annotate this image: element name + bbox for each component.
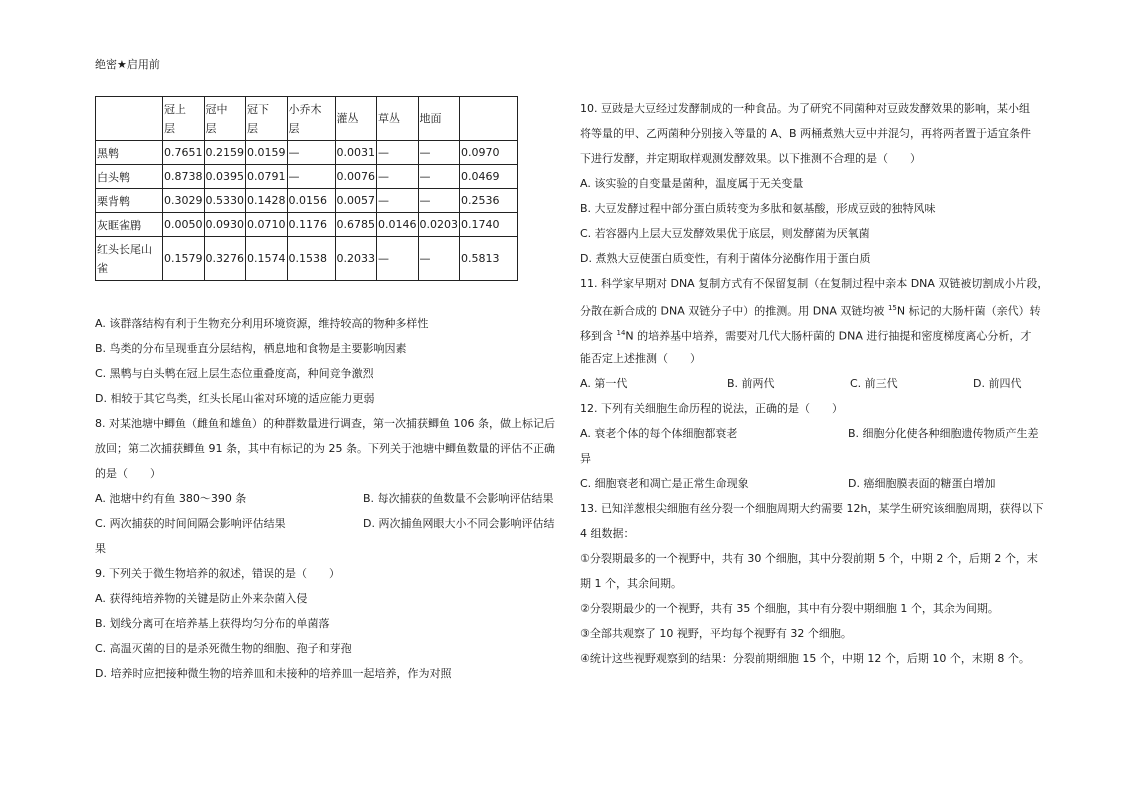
table-header-cell: 地面 — [418, 97, 460, 141]
q11-stem-line — [580, 321, 1050, 346]
q10-option-c: C. 若容器内上层大豆发酵效果优于底层，则发酵菌为厌氧菌 — [580, 227, 870, 240]
table-cell: — — [377, 237, 419, 281]
table-header-cell: 草丛 — [377, 97, 419, 141]
q8-option-b: B. 每次捕获的鱼数量不会影响评估结果 — [363, 492, 554, 505]
q7-option-d: D. 相较于其它鸟类，红头长尾山雀对环境的适应能力更弱 — [95, 392, 375, 405]
table-cell: 0.0076 — [335, 165, 377, 189]
table-cell: — — [287, 165, 335, 189]
table-header-cell: 冠下 层 — [246, 97, 288, 141]
q12-option-a: A. 衰老个体的每个体细胞都衰老 — [580, 427, 738, 440]
q9-option-c: C. 高温灭菌的目的是杀死微生物的细胞、孢子和芽孢 — [95, 642, 352, 655]
table-cell: 0.0930 — [204, 213, 246, 237]
table-row — [96, 165, 518, 189]
q8-stem-line: 的是（ ） — [95, 467, 161, 480]
q13-data-line: ②分裂期最少的一个视野，共有 35 个细胞，其中有分裂中期细胞 1 个，其余为间期。 — [580, 602, 999, 615]
table-cell: 0.1579 — [163, 237, 205, 281]
table-row — [96, 237, 518, 281]
isotope-superscript: 15 — [887, 304, 897, 312]
table-cell: 0.1538 — [287, 237, 335, 281]
table-cell: 0.1428 — [246, 189, 288, 213]
right-column — [580, 96, 1050, 671]
q11-stem-line: 能否定上述推测（ ） — [580, 352, 701, 365]
isotope-superscript: 14 — [616, 329, 626, 337]
q8-option-c: C. 两次捕获的时间间隔会影响评估结果 — [95, 517, 286, 530]
q11-text: N 的培养基中培养，需要对几代大肠杆菌的 DNA 进行抽提和密度梯度离心分析，才 — [625, 329, 1032, 343]
q13-stem-line: 13. 已知洋葱根尖细胞有丝分裂一个细胞周期大约需要 12h，某学生研究该细胞周期，获得以下 — [580, 502, 1044, 515]
q12-option-c: C. 细胞衰老和凋亡是正常生命现象 — [580, 477, 749, 490]
q11-stem-line: 11. 科学家早期对 DNA 复制方式有不保留复制（在复制过程中亲本 DNA 双链被切割成小片段， — [580, 277, 1049, 290]
table-cell: 0.0057 — [335, 189, 377, 213]
table-header-cell: 灌丛 — [335, 97, 377, 141]
q11-text: N 标记的大肠杆菌（亲代）转 — [896, 304, 1041, 318]
q11-text: 分散在新合成的 DNA 双链分子中）的推测。用 DNA 双链均被 — [580, 304, 888, 318]
q12-option-b: B. 细胞分化使各种细胞遗传物质产生差 — [848, 427, 1039, 440]
q10-option-a: A. 该实验的自变量是菌种，温度属于无关变量 — [580, 177, 804, 190]
q13-data-line: ③全部共观察了 10 视野，平均每个视野有 32 个细胞。 — [580, 627, 852, 640]
q12-option-b-continued: 异 — [580, 452, 591, 465]
table-cell: 0.0395 — [204, 165, 246, 189]
q11-option-b: B. 前两代 — [727, 377, 775, 390]
table-cell: 0.3276 — [204, 237, 246, 281]
table-cell: — — [287, 141, 335, 165]
q9-option-d: D. 培养时应把接种微生物的培养皿和未接种的培养皿一起培养，作为对照 — [95, 667, 452, 680]
table-cell: 0.3029 — [163, 189, 205, 213]
q7-option-a: A. 该群落结构有利于生物充分利用环境资源，维持较高的物种多样性 — [95, 317, 429, 330]
table-cell: 0.0203 — [418, 213, 460, 237]
q8-options-row — [95, 511, 565, 536]
table-cell: 灰眶雀鹛 — [96, 213, 163, 237]
table-cell: 黑鹎 — [96, 141, 163, 165]
table-cell: 0.0156 — [287, 189, 335, 213]
table-cell: 0.2159 — [204, 141, 246, 165]
q10-option-d: D. 煮熟大豆使蛋白质变性，有利于菌体分泌酶作用于蛋白质 — [580, 252, 871, 265]
q10-stem-line: 10. 豆豉是大豆经过发酵制成的一种食品。为了研究不同菌种对豆豉发酵效果的影响，某小组 — [580, 102, 1030, 115]
q10-stem-line: 将等量的甲、乙两菌种分别接入等量的 A、B 两桶煮熟大豆中并混匀，再将两者置于适宜条件 — [580, 127, 1032, 140]
q7-option-c: C. 黑鹎与白头鹎在冠上层生态位重叠度高，种间竞争激烈 — [95, 367, 374, 380]
table-row — [96, 189, 518, 213]
table-cell: — — [418, 165, 460, 189]
q11-stem-line — [580, 296, 1050, 321]
q8-stem-line: 8. 对某池塘中鲫鱼（雌鱼和雄鱼）的种群数量进行调查，第一次捕获鲫鱼 106 条，做上标记后 — [95, 417, 555, 430]
table-cell: — — [418, 141, 460, 165]
table-cell: 0.0146 — [377, 213, 419, 237]
q11-options-row — [580, 371, 1050, 396]
table-cell: 0.1740 — [460, 213, 518, 237]
table-cell: 0.0710 — [246, 213, 288, 237]
q10-option-b: B. 大豆发酵过程中部分蛋白质转变为多肽和氨基酸，形成豆豉的独特风味 — [580, 202, 936, 215]
table-cell: 红头长尾山雀 — [96, 237, 163, 281]
q12-options-row — [580, 421, 1050, 446]
left-column — [95, 311, 565, 686]
table-cell: 白头鹎 — [96, 165, 163, 189]
table-cell: 0.2033 — [335, 237, 377, 281]
confidential-mark: 绝密★启用前 — [95, 58, 160, 71]
table-cell: 0.7651 — [163, 141, 205, 165]
table-cell: 0.1176 — [287, 213, 335, 237]
table-cell: 0.5330 — [204, 189, 246, 213]
table-header-row — [96, 97, 518, 141]
q13-data-line: ①分裂期最多的一个视野中，共有 30 个细胞，其中分裂前期 5 个，中期 2 个，后期 2 个，末 — [580, 552, 1038, 565]
table-cell: 0.0791 — [246, 165, 288, 189]
q8-option-d: D. 两次捕鱼网眼大小不同会影响评估结 — [363, 517, 555, 530]
table-cell: 0.0031 — [335, 141, 377, 165]
table-cell: 0.6785 — [335, 213, 377, 237]
table-header-cell — [96, 97, 163, 141]
table-cell: — — [377, 189, 419, 213]
q11-text: 移到含 — [580, 329, 617, 343]
q9-stem: 9. 下列关于微生物培养的叙述，错误的是（ ） — [95, 567, 340, 580]
table-cell: — — [377, 165, 419, 189]
q13-stem-line: 4 组数据： — [580, 527, 635, 540]
q11-option-a: A. 第一代 — [580, 377, 628, 390]
q10-stem-line: 下进行发酵，并定期取样观测发酵效果。以下推测不合理的是（ ） — [580, 152, 921, 165]
q12-option-d: D. 癌细胞膜表面的糖蛋白增加 — [848, 477, 996, 490]
q8-stem-line: 放回；第二次捕获鲫鱼 91 条，其中有标记的为 25 条。下列关于池塘中鲫鱼数量的评估不正确 — [95, 442, 555, 455]
q11-option-c: C. 前三代 — [850, 377, 898, 390]
q12-options-row — [580, 471, 1050, 496]
table-header-cell: 小乔木 层 — [287, 97, 335, 141]
table-cell: 0.2536 — [460, 189, 518, 213]
table-cell: — — [377, 141, 419, 165]
table-cell: — — [418, 189, 460, 213]
q8-option-d-continued: 果 — [95, 542, 106, 555]
q8-option-a: A. 池塘中约有鱼 380～390 条 — [95, 492, 247, 505]
table-row — [96, 141, 518, 165]
q11-option-d: D. 前四代 — [973, 377, 1022, 390]
q13-data-line: 期 1 个，其余间期。 — [580, 577, 682, 590]
bird-distribution-table — [95, 96, 518, 281]
table-cell: — — [418, 237, 460, 281]
table-header-cell — [460, 97, 518, 141]
q13-data-line: ④统计这些视野观察到的结果：分裂前期细胞 15 个，中期 12 个，后期 10 个，末期 8 个。 — [580, 652, 1030, 665]
table-cell: 0.1574 — [246, 237, 288, 281]
q12-stem: 12. 下列有关细胞生命历程的说法，正确的是（ ） — [580, 402, 843, 415]
q7-option-b: B. 鸟类的分布呈现垂直分层结构，栖息地和食物是主要影响因素 — [95, 342, 407, 355]
table-cell: 0.0469 — [460, 165, 518, 189]
table-cell: 0.8738 — [163, 165, 205, 189]
table-cell: 栗背鹎 — [96, 189, 163, 213]
q9-option-b: B. 划线分离可在培养基上获得均匀分布的单菌落 — [95, 617, 330, 630]
table-header-cell: 冠上 层 — [163, 97, 205, 141]
q9-option-a: A. 获得纯培养物的关键是防止外来杂菌入侵 — [95, 592, 308, 605]
table-row — [96, 213, 518, 237]
table-header-cell: 冠中 层 — [204, 97, 246, 141]
table-cell: 0.5813 — [460, 237, 518, 281]
table-cell: 0.0159 — [246, 141, 288, 165]
table-cell: 0.0970 — [460, 141, 518, 165]
table-cell: 0.0050 — [163, 213, 205, 237]
q8-options-row — [95, 486, 565, 511]
